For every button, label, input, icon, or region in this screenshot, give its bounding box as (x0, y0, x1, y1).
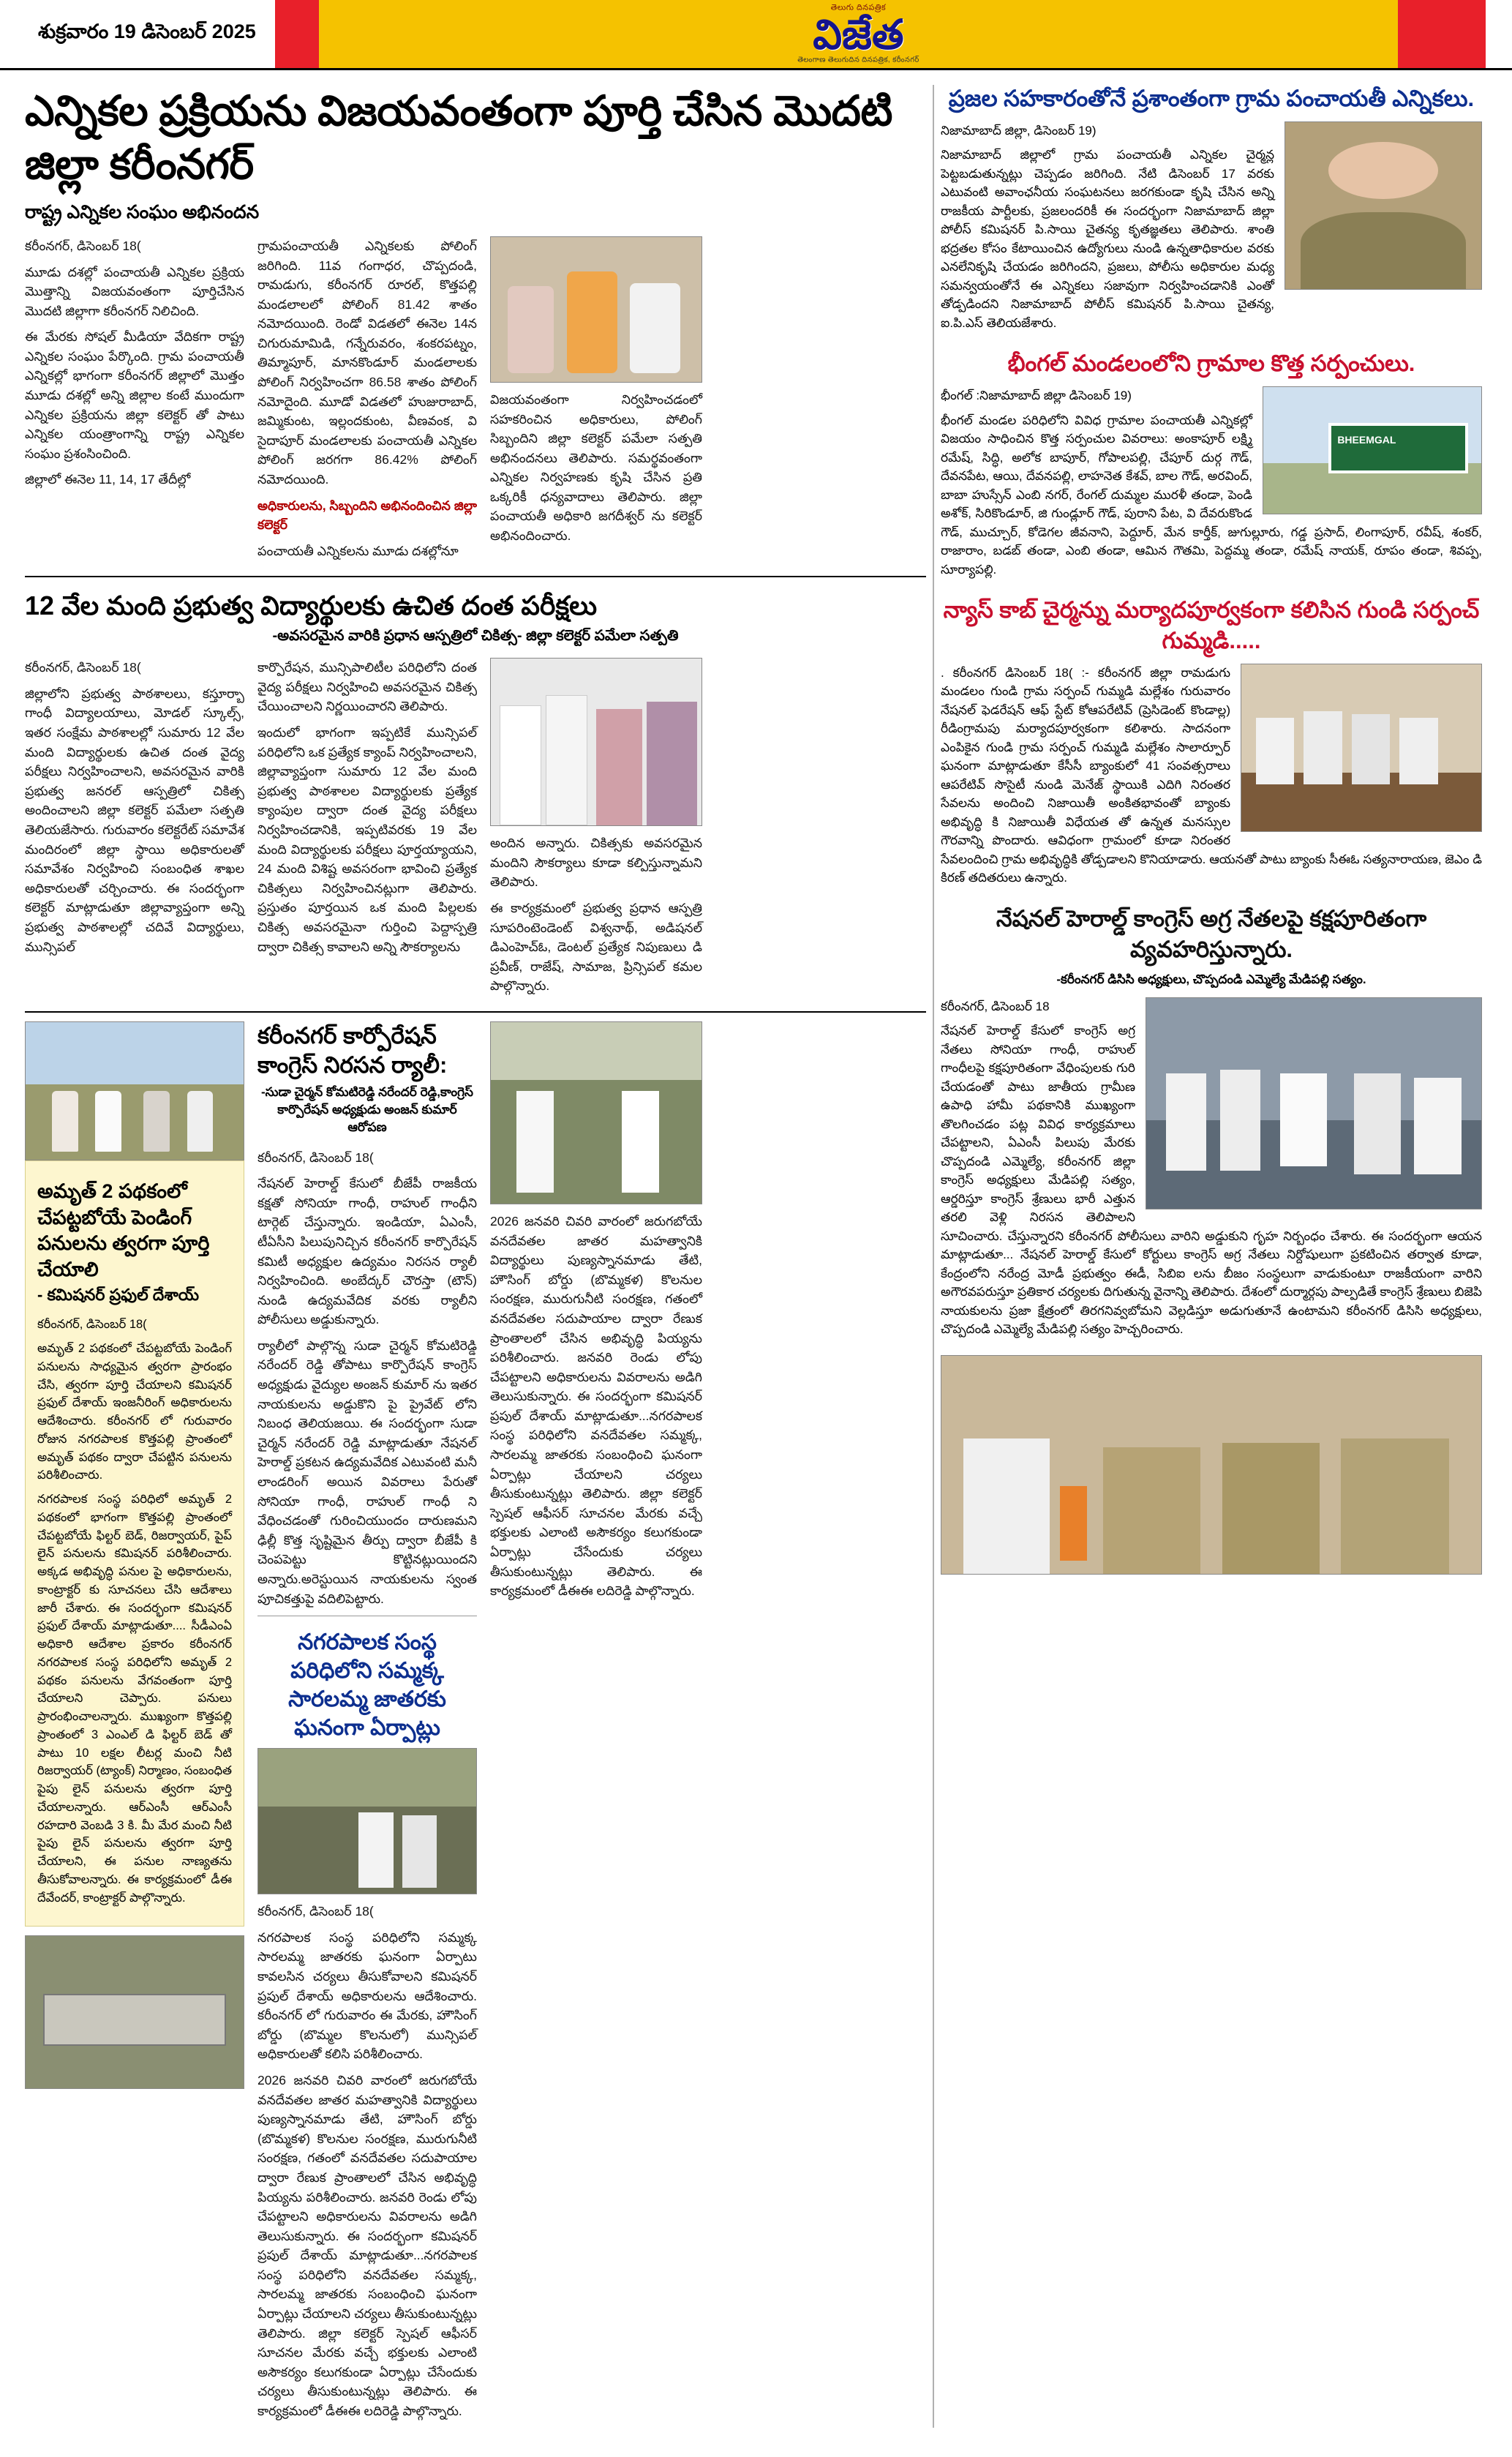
right-story-2 (941, 386, 1482, 585)
lead-col2-p3: పంచాయతీ ఎన్నికలను మూడు దశల్లోనూ (257, 543, 459, 558)
right-story-4 (941, 997, 1482, 1345)
story3-p1: కరీంనగర్, డిసెంబర్ 18( (257, 1149, 374, 1165)
lead-col1-p2: మూడు దశల్లో పంచాయతీ ఎన్నికల ప్రక్రియ మొత్తాన్ని విజయవంతంగా పూర్తిచేసిన మొదటి జిల్లాగా కరీంనగర్ నిలిచింది. (25, 264, 244, 318)
nafscob-chairman-photo (1241, 664, 1482, 832)
story4-headline: నగరపాలక సంస్థ పరిధిలోని సమ్మక్క సారలమ్మ జాతరకు ఘనంగా ఏర్పాట్లు (288, 1630, 446, 1741)
masthead-red-band-right (1398, 0, 1486, 68)
masthead-date: శుక్రవారం 19 డిసెంబర్ 2025 (0, 0, 275, 68)
right-head-2: భీంగల్ మండలంలోని గ్రామాల కొత్త సర్పంచులు. (1007, 350, 1415, 377)
right-sub-4: -కరీంనగర్ డిసిసి అధ్యక్షులు, చొప్పదండి ఎమ్మెల్యే మేడిపల్లి సత్యం. (1056, 972, 1366, 986)
story3-body (257, 1148, 477, 1609)
lower-col-2 (257, 1021, 477, 2428)
right-story-3 (941, 664, 1482, 893)
congress-protest-photo (1146, 997, 1482, 1209)
story2-col-2 (257, 658, 477, 1002)
amrut-tank-photo (25, 1935, 244, 2089)
story2-headline: 12 వేల మంది ప్రభుత్వ విద్యార్థులకు ఉచిత దంత పరీక్షలు (25, 590, 598, 621)
lead-col-2 (257, 236, 477, 568)
story2-col3-p2: ఈ కార్యక్రమంలో ప్రభుత్వ ప్రధాన ఆస్పత్రి సూపరింటెండెంట్ విశ్వనాథ్, అడిషనల్ డిఎంహెచ్ఓ, డెంటల్ ప్రత్యేక నిపుణులు డి ప్రవీణ్, రాజేష్, సామాజ, ప్రిన్సిపల్ కమల పాల్గొన్నారు. (490, 900, 702, 994)
left-column (25, 80, 926, 2428)
lower-col-1 (25, 1021, 244, 2428)
story3-p3: ర్యాలీలో పాల్గొన్న సుడా చైర్మన్ కోమటిరెడ్డి నరేందర్ రెడ్డి తోపాటు కార్పొరేషన్ కాంగ్రెస్ అధ్యక్షుడు వైద్యుల అంజన్ కుమార్ ను ఇతర నాయకులను అడ్డుకొని పై ప్రైవేట్ లోని నిబంధ తెలియజయి. ఈ సందర్భంగా సుడా చైర్మన్ నరేందర్ రెడ్డి మాట్లాడుతూ నేషనల్ హెరాల్డ్ ప్రకటన ఉద్యమవేదిక ఎటువంటి మనీ లాండరింగ్ అయిన వివరాలు పేరుతో సోనియా గాంధీ, రాహుల్ గాంధీ ని వేధించడంతో గురించియుందం దారుణమని ఢిల్లీ కొత్త సృష్టిమైన తీర్పు ద్వారా బీజేపీ కి చెంపపెట్టు కొట్టినట్లుయిందని అన్నారు.అరెస్టుయిన నాయకులను స్వంత పూచికత్తుపై వదిలిపెట్టారు. (257, 1338, 477, 1606)
lower-left-columns (25, 1021, 926, 2428)
right4-p1: కరీంనగర్, డిసెంబర్ 18 (941, 999, 1050, 1013)
lead-col2-p1: గ్రామపంచాయతీ ఎన్నికలకు పోలింగ్ జరిగింది. 11వ గంగాధర, చొప్పదండి, రామడుగు, కరీంనగర్ రూరల్, కొత్తపల్లి మండలాలలో పోలింగ్ 81.42 శాతం నమోదయింది. రెండో విడతలో ఈనెల 14న చిగురుమామిడి, గన్నేరువరం, శంకరపట్నం, తిమ్మాపూర్, మానకొండూర్ మండలాలకు పోలింగ్ నిర్వహించగా 86.58 శాతం పోలింగ్ నమోదైంది. మూడో విడతలో హుజురాబాద్, జమ్మికుంట, ఇల్లందకుంట, వీణవంక, వి సైదాపూర్ మండలాలకు పంచాయతీ ఎన్నికల పోలింగ్ జరగగా 86.42% పోలింగ్ నమోదయింది. (257, 238, 477, 487)
masthead-logo-name: విజేత (813, 11, 904, 57)
lead-col1-p1: కరీంనగర్, డిసెంబర్ 18( (25, 238, 141, 253)
amrut-yellow-box (25, 1160, 244, 1927)
story2-col2-p2: ఇందులో భాగంగా ఇప్పటికే మున్సిపల్ పరిధిలోని ఒక ప్రత్యేక క్యాంప్ నిర్వహించాలని, జిల్లావ్యాప్తంగా సుమారు 12 వేల మంది ప్రభుత్వ పాఠశాలల విద్యార్థులకు ప్రత్యేక క్యాంపుల ద్వారా దంత వైద్య పరీక్షలు నిర్వహించడానికి, ఇప్పటివరకు 19 వేల మంది విద్యార్థులకు పరీక్షలు పూర్తయ్యాయని, 24 మంది విశిష్ట అవసరంగా భావించి ప్రత్యేక చికిత్సలు నిర్వహించినట్లుగా తెలిపారు. ప్రస్తుతం పూర్తయిన ఒక మంది పిల్లలకు చికిత్స అవసరమైనా గుర్తించి పెద్దాస్పత్రి ద్వారా చికిత్స కావాలని అన్ని సౌకర్యాలను (257, 724, 477, 954)
lead-col-3 (490, 236, 702, 568)
story2-photo (490, 658, 702, 826)
story4-photo (257, 1748, 477, 1894)
right-column (941, 80, 1482, 2428)
right2-p1: భీంగల్ :నిజామాబాద్ జిల్లా డిసెంబర్ 19) (941, 389, 1132, 403)
bheemgal-signboard-photo: BHEEMGAL (1263, 386, 1482, 514)
police-meeting-photo (941, 1355, 1482, 1575)
lead-col1-p3: ఈ మేరకు సోషల్ మీడియా వేదికగా రాష్ట్ర ఎన్నికల సంఘం పేర్కొంది. గ్రామ పంచాయతీ ఎన్నికల్లో భాగంగా కరీంనగర్ జిల్లాలో మొత్తం మూడు దశల్లో అన్ని జిల్లాల కంటే ముందుగా ఎన్నికల ప్రక్రియను జిల్లా కలెక్టర్ తో పాటు ఎన్నికల యంత్రాంగాన్ని రాష్ట్ర ఎన్నికల సంఘం ప్రశంసించింది. (25, 329, 244, 461)
right-head-3: న్యాస్ కాబ్ చైర్మన్ను మర్యాదపూర్వకంగా కలిసిన గుండి సర్పంచ్ గుమ్మడి..... (943, 597, 1480, 654)
police-commissioner-photo (1285, 121, 1482, 290)
right3-p1: . కరీంనగర్ డిసెంబర్ 18( :- కరీంనగర్ జిల్లా రామడుగు మండలం గుండి గ్రామ సర్పంచ్ గుమ్మడి మల్లేశం గురువారం నేషనల్ ఫెడరేషన్ ఆఫ్ స్టేట్ కోఆపరేటివ్ (ప్రెసిడెంట్ కొండాల్ల) రీడింగ్రామపు మర్యాదపూర్వకంగా కలిశారు. సాదనంగా ఎంపికైన గుండి గ్రామ సర్పంచ్ గుమ్మడి మల్లేశం సాలార్పూర్ ఘనంగా మాట్లాడుతూ కేసీసీ బ్యాంకులో 41 సంవత్సరాలు ఆపరేటివ్ సొసైటీ నుండి మెనేజ్ స్థాయికి ఎదిగి నిరంతర సేవలను అందించి నిజాయితీ అంకితభావంతో బ్యాంకు అభివృద్ధి కి నిజాయితీ విధేయత తో ఉన్నత మనస్సుల గౌరవాన్ని పొందారు. ఆవిధంగా గ్రామంలో కూడా నిరంతర సేవలందించి గ్రామ అభివృద్ధికి తోడ్పడాలని కొనియాడారు. ఆయనతో పాటు బ్యాంకు సీఈఓ సత్యనారాయణ, జెఎం డి కిరణ్ తదితరులు ఉన్నారు. (941, 665, 1482, 885)
story4-p3: 2026 జనవరి చివరి వారంలో జరుగబోయే వనదేవతల జాతర మహత్వానికి విద్యార్థులు పుణ్యస్నానమాడు తేటి, హౌసింగ్ బోర్డు (బొమ్మకళ) కొలనుల సంరక్షణ, మురుగునీటి సంరక్షణ, గతంలో వనదేవతల సదుపాయాల ద్వారా రేణుక ప్రాంతాలలో చేసిన అభివృద్ధి పియ్యను పరిశీలించారు. జనవరి రెండు లోపు చేపట్టాలని అధికారులను వివరాలను అడిగి తెలుసుకున్నారు. ఈ సందర్భంగా కమిషనర్ ప్రపుల్ దేశాయ్ మాట్లాడుతూ...నగరపాలక సంస్థ పరిధిలోని వనదేవతల సమ్మక్క, సారలమ్మ జాతరకు సంబంధించి ఘనంగా ఏర్పాట్లు చేయాలని చర్యలు తీసుకుంటున్నట్లు తెలిపారు. జిల్లా కలెక్టర్ స్పెషల్ ఆఫీసర్ సూచనల మేరకు వచ్చే భక్తులకు ఎలాంటి అసౌకర్యం కలుగకుండా ఏర్పాట్లు చేసేందుకు చర్యలు తీసుకుంటున్నట్లు తెలిపారు. ఈ కార్యక్రమంలో డీఈఈ లదిరెడ్డి పాల్గొన్నారు. (257, 2072, 477, 2419)
amrut-field-photo (25, 1021, 244, 1160)
story4-cont (490, 1212, 702, 1601)
story2-col1-p2: జిల్లాలోని ప్రభుత్వ పాఠశాలలు, కస్తూర్బా గాంధీ విద్యాలయాలు, మోడల్ స్కూల్స్, ఇతర సంక్షేమ పాఠశాలల్లో సుమారు 12 వేల మంది విద్యార్థులకు ఉచిత దంత వైద్య పరీక్షలు నిర్వహించాలని, అవసరమైన వారికి ప్రభుత్వ జనరల్ ఆస్పత్రిలో చికిత్స అందించాలని జిల్లా కలెక్టర్ పమేలా సత్పతి తెలియజేసారు. గురువారం కలెక్టరేట్ సమావేశ మందిరంలో జిల్లా స్థాయి అధికారులతో సమావేశం నిర్వహించి సంబంధిత శాఖల అధికారులతో చర్చించారు. ఈ సందర్భంగా కలెక్టర్ మాట్లాడుతూ జిల్లావ్యాప్తంగా అన్ని ప్రభుత్వ పాఠశాలల్లో చదివే విద్యార్థులు, మున్సిపల్ (25, 686, 244, 954)
right4-p2: నేషనల్ హెరాల్డ్ కేసులో కాంగ్రెస్ అగ్ర నేతలు సోనియా గాంధీ, రాహుల్ గాంధీలపై కక్షపూరితంగా వేధింపులకు గురి చేయడంతో పాటు జాతీయ గ్రామీణ ఉపాధి హామీ పథకానికి ముఖ్యంగా తొలగించడం పట్ల వివిధ కార్యక్రమాలు చేపట్టాలని, ఏఎంసీ పిలుపు మేరకు చొప్పదండి ఎమ్మెల్యే, కరీంనగర్ జిల్లా కాంగ్రెస్ అధ్యక్షులు మేడిపల్లి సత్యం, ఆర్డరిస్తూ కాంగ్రెస్ శ్రేణులు భారీ ఎత్తున తరలి వెళ్లి నిరసన తెలిపాలని సూచించారు. చేస్తున్నారని కరీంనగర్ పోలీసులు వారిని అడ్డుకుని గృహ నిర్బంధం చేశారు. ఈ సందర్భంగా ఆయన మాట్లాడుతూ... నేషనల్ హెరాల్డ్ కేసులో కోర్టులు కాంగ్రెస్ అగ్ర నేతలు నిర్దోషులుగా ప్రకటించిన తర్వాత కూడా, కేంద్రంలోని నరేంద్ర మోడీ ప్రభుత్వం ఈడీ, సిబిఐ లను బీజం సంస్థలుగా వాడుకుంటూ రాజకీయంగా వారిని అగౌరవపరుస్తూ ప్రతికార చర్యలకు దిగుతున్న వైనాన్ని తెలిపారు. దేశంలో దుర్మార్గపు పాల్పడితే కాంగ్రెస్ శ్రేణులు బిజెపి నాయకులను ప్రజా క్షేత్రంలో తిరగనివ్వబోమని వెల్లడిస్తూ అడుగుతూనే ఉంటామని కరీంనగర్ డిసిసి అధ్యక్షులు, చొప్పదండి ఎమ్మెల్యే మేడిపల్లి సత్యం హెచ్చరించారు. (941, 1024, 1482, 1337)
story3-headline: కరీంనగర్ కార్పోరేషన్ కాంగ్రెస్ నిరసన ర్యాలీ: (257, 1022, 448, 1079)
lead-kicker: రాష్ట్ర ఎన్నికల సంఘం అభినందన (25, 201, 260, 222)
story2-col2-p1: కార్పొరేషన, మున్సిపాలిటీల పరిధిలోని దంత వైద్య పరీక్షలు నిర్వహించి అవసరమైన చికిత్స చేయించాలని నిర్ణయించారని తెలిపారు. (257, 660, 477, 714)
right1-p1: నిజామాబాద్ జిల్లా, డిసెంబర్ 19) (941, 123, 1097, 138)
masthead-yellow-band (319, 0, 1398, 68)
masthead-logo-sub: తెలంగాణ తెలుగుదిన దినపత్రిక, కరీంనగర్ (797, 56, 919, 64)
story4-photo-2 (490, 1021, 702, 1204)
story3-subhead: -సుడా చైర్మన్ కోమటిరెడ్డి నరేందర్ రెడ్డి,కాంగ్రెస్ కార్పొరేషన్ అధ్యక్షుడు అంజన్ కుమార్ ఆరోపణ (260, 1084, 473, 1134)
right-head-4: నేషనల్ హెరాల్డ్ కాంగ్రెస్ అగ్ర నేతలపై కక్షపూరితంగా వ్యవహరిస్తున్నారు. (996, 905, 1427, 962)
right-story-1 (941, 121, 1482, 339)
page-body (0, 70, 1512, 2457)
lead-story-columns (25, 236, 926, 568)
right-head-1: ప్రజల సహకారంతోనే ప్రశాంతంగా గ్రామ పంచాయతీ ఎన్నికలు. (948, 86, 1475, 111)
story2-subhead: -అవసరమైన వారికి ప్రధాన ఆస్పత్రిలో చికిత్స- జిల్లా కలెక్టర్ పమేలా సత్పతి (272, 628, 679, 645)
divider-1 (25, 576, 926, 577)
lead-col3-p1: విజయవంతంగా నిర్వహించడంలో సహకరించిన అధికారులు, పోలింగ్ సిబ్బందిని జిల్లా కలెక్టర్ పమేలా సత్పతి అభినందనలు తెలిపారు. సమర్థవంతంగా ఎన్నికల నిర్వహణకు కృషి చేసిన ప్రతి ఒక్కరికీ ధన్యవాదాలు తెలిపారు. జిల్లా పంచాయతీ అధికారి జగదీశ్వర్ ను కలెక్టర్ అభినందించారు. (490, 391, 702, 544)
story4-p2: నగరపాలక సంస్థ పరిధిలోని సమ్మక్క సారలమ్మ జాతరకు ఘనంగా ఏర్పాటు కావలసిన చర్యలు తీసుకోవాలని కమిషనర్ ప్రపుల్ దేశాయ్ అధికారులను ఆదేశించారు. కరీంనగర్ లో గురువారం ఈ మేరకు, హౌసింగ్ బోర్డు (బొమ్మల కొలనులో) మున్సిపల్ అధికారులతో కలిసి పరిశీలించారు. (257, 1929, 477, 2062)
story4-body (257, 1902, 477, 2420)
story3-p2: నేషనల్ హెరాల్డ్ కేసులో బీజేపీ రాజకీయ కక్షతో సోనియా గాంధీ, రాహుల్ గాంధీని టార్గెట్ చేస్తున్నారు. ఇండియా, ఏఎంసీ, టీఏసీని పిలుపునిచ్చిన కరీంనగర్ కార్పొరేషన్ కమిటీ అధ్యక్షుల ఉద్యమం నిరసన ర్యాలీ నిర్వహించింది. అంబేద్కర్ చౌరస్తా (టౌన్) నుండి ఉద్యమవేదిక వరకు ర్యాలీని పోలీసులు అడ్డుకున్నారు. (257, 1176, 477, 1327)
story2-col3-p1: అందిన అన్నారు. చికిత్సకు అవసరమైన మందిని సౌకర్యాలు కూడా కల్పిస్తున్నామని తెలిపారు. (490, 836, 702, 890)
masthead-red-band-left (275, 0, 319, 68)
masthead-logo (797, 3, 919, 65)
lead-photo (490, 236, 702, 383)
masthead-white-band-right (1486, 0, 1512, 68)
lead-col2-subhead: అధికారులను, సిబ్బందిని అభినందించిన జిల్లా కలెక్టర్ (257, 498, 477, 533)
amrut-p3: నగరపాలక సంస్థ పరిధిలో అమృత్ 2 పథకంలో భాగంగా కొత్తపల్లి ప్రాంతంలో చేపట్టబోయే ఫిల్టర్ బెడ్, రిజర్వాయర్, పైప్ లైన్ పనులను కమిషనర్ పరిశీలించారు. అక్కడ అభివృద్ధి పనుల పై అధికారులను, కాంట్రాక్టర్ కు సూచనలు చేసి ఆదేశాలు జారీ చేశారు. ఈ సందర్భంగా కమిషనర్ ప్రఫుల్ దేశాయ్ మాట్లాడుతూ.... సీడీఎంఏ అధికారి ఆదేశాల ప్రకారం కరీంనగర్ నగరపాలక సంస్థ పరిధిలోని అమృత్ 2 పథకం పనులను వేగవంతంగా పూర్తి చేయాలని చెప్పారు. పనులు ప్రారంభించాలన్నారు. ముఖ్యంగా కొత్తపల్లి ప్రాంతంలో 3 ఎంఎల్ డి ఫిల్టర్ బెడ్ తో పాటు 10 లక్షల లీటర్ల మంచి నీటి రిజర్వాయర్ (ట్యాంక్) నిర్మాణం, సంబంధిత పైపు లైన్ పనులను త్వరగా పూర్తి చేయాలన్నారు. ఆర్ఎంసీ ఆర్ఎంసీ రహదారి వెంబడి 3 కి. మీ మేర మంచి నీటి పైపు లైన్ పనులను త్వరగా పూర్తి చేయాలని, ఈ పనుల నాణ్యతను తీసుకోవాలన్నారు. ఈ కార్యక్రమంలో డీఈ దేవేందర్, కాంట్రాక్టర్ పాల్గొన్నారు. (37, 1493, 232, 1905)
masthead (0, 0, 1512, 70)
lead-col1-p4: జిల్లాలో ఈనెల 11, 14, 17 తేదీల్లో (25, 472, 191, 487)
right1-p2: నిజామాబాద్ జిల్లాలో గ్రామ పంచాయతీ ఎన్నికల చైర్మన్ల పెట్టబడుతున్నట్లు చెప్పడం జరిగింది. నేటి డిసెంబర్ 17 వరకు ఎటువంటి అవాంఛనీయ సంఘటనలు జరగకుండా కృషి చేసిన అన్ని రాజకీయ పార్టీలకు, ప్రజలందరికీ ఈ సందర్భంగా నిజామాబాద్ జిల్లా పోలీస్ కమిషనర్ పి.సాయి చైతన్య కృతజ్ఞతలు తెలిపారు. శాంతి భద్రతల కోసం కేటాయించిన ఉద్యోగులు నుండి ఉన్నతాధికారుల వరకు ఎనలేనికృషి చేయడం జరిగిందని, ప్రజలు, పోలీసు అధికారుల మధ్య సమన్వయంతోనే ఈ ఎన్నికలు సజావుగా నిర్వహించడానికి ఎంతో తోడ్పడిందని నిజామాబాద్ పోలీస్ కమిషనర్ పి.సాయి చైతన్య, ఐ.పి.ఎస్ తెలియజేశారు. (941, 148, 1274, 330)
story4-p1: కరీంనగర్, డిసెంబర్ 18( (257, 1904, 374, 1919)
story2-col-1 (25, 658, 244, 1002)
story4-cont-p1: 2026 జనవరి చివరి వారంలో జరుగబోయే వనదేవతల జాతర మహత్వానికి విద్యార్థులు పుణ్యస్నానమాడు తేటి, హౌసింగ్ బోర్డు (బొమ్మకళ) కొలనుల సంరక్షణ, మురుగునీటి సంరక్షణ, గతంలో వనదేవతల సదుపాయాల ద్వారా రేణుక ప్రాంతాలలో చేసిన అభివృద్ధి పియ్యను పరిశీలించారు. జనవరి రెండు లోపు చేపట్టాలని అధికారులను వివరాలను అడిగి తెలుసుకున్నారు. ఈ సందర్భంగా కమిషనర్ ప్రపుల్ దేశాయ్ మాట్లాడుతూ...నగరపాలక సంస్థ పరిధిలోని వనదేవతల సమ్మక్క, సారలమ్మ జాతరకు సంబంధించి ఘనంగా ఏర్పాట్లు చేయాలని చర్యలు తీసుకుంటున్నట్లు తెలిపారు. జిల్లా కలెక్టర్ స్పెషల్ ఆఫీసర్ సూచనల మేరకు వచ్చే భక్తులకు ఎలాంటి అసౌకర్యం కలుగకుండా ఏర్పాట్లు చేసేందుకు చర్యలు తీసుకుంటున్నట్లు తెలిపారు. ఈ కార్యక్రమంలో డీఈఈ లదిరెడ్డి పాల్గొన్నారు. (490, 1213, 702, 1599)
amrut-headline: అమృత్ 2 పథకంలో చేపట్టబోయే పెండింగ్ పనులను త్వరగా పూర్తి చేయాలి (37, 1179, 210, 1280)
lead-col-1 (25, 236, 244, 568)
lead-headline: ఎన్నికల ప్రక్రియను విజయవంతంగా పూర్తి చేసిన మొదటి జిల్లా కరీంనగర్ (25, 88, 892, 188)
masthead-logo-tagline: తెలుగు దినపత్రిక (830, 3, 887, 12)
divider-2 (25, 1011, 926, 1013)
story2-col1-p1: కరీంనగర్, డిసెంబర్ 18( (25, 660, 141, 675)
amrut-p1: కరీంనగర్, డిసెంబర్ 18( (37, 1318, 147, 1332)
story2-columns (25, 658, 926, 1002)
amrut-byline: - కమిషనర్ ప్రఫుల్ దేశాయ్ (37, 1286, 200, 1305)
right2-p2: భీంగల్ మండల పరిధిలోని వివిధ గ్రామాల పంచాయతీ ఎన్నికల్లో విజయం సాధించిన కొత్త సర్పంచుల వివరాలు: అంకాపూర్ లక్ష్మి రమేష్, సిద్ధి, అలోక బాపూర్, గోపాలపల్లి, చేపూర్ దుర్గ గౌడ్, దేవనపేట, ఆయి, దేవనపల్లి, లాహనెత కేశవ్, బాల గౌడ్, అరవింద్, బాబా హుస్సేన్ ఎంబి నగర్, రేంగల్ దుమ్మల మురళీ తండా, పెండి అశోక్, సిరికొండూర్, జి గుండ్లూర్ గౌడ్, పురాని పేట, వి దేవరుకొండ గౌడ్, ముచ్చూర్, కోడెగల జీవనాని, పెద్దూర్, మేన కార్తీక్, జుగుల్లూరు, గడ్డ ప్రసాద్, లింగాపూర్, రవీష్, శంకర్, రాజారాం, బడబ్ తండా, ఎంబి తండా, ఆమిన గౌతమి, పెద్దమ్మ తండా, రమేష్ నాయక్, రూపం తండా, శివప్ప, సూర్యాపల్లి. (941, 413, 1482, 577)
amrut-p2: అమృత్ 2 పథకంలో చేపట్టబోయే పెండింగ్ పనులను సాధ్యమైన త్వరగా ప్రారంభం చేసి, త్వరగా పూర్తి చేయాలని కమిషనర్ ప్రఫుల్ దేశాయ్ ఇంజనీరింగ్ అధికారులను ఆదేశించారు. కరీంనగర్ లో గురువారం రోజున నగరపాలక కొత్తపల్లి ప్రాంతంలో అమృత్ పథకం ద్వారా చేపట్టిన పనులను పరిశీలించారు. (37, 1342, 232, 1482)
lower-col-3 (490, 1021, 702, 2428)
story2-col-3 (490, 658, 702, 1002)
